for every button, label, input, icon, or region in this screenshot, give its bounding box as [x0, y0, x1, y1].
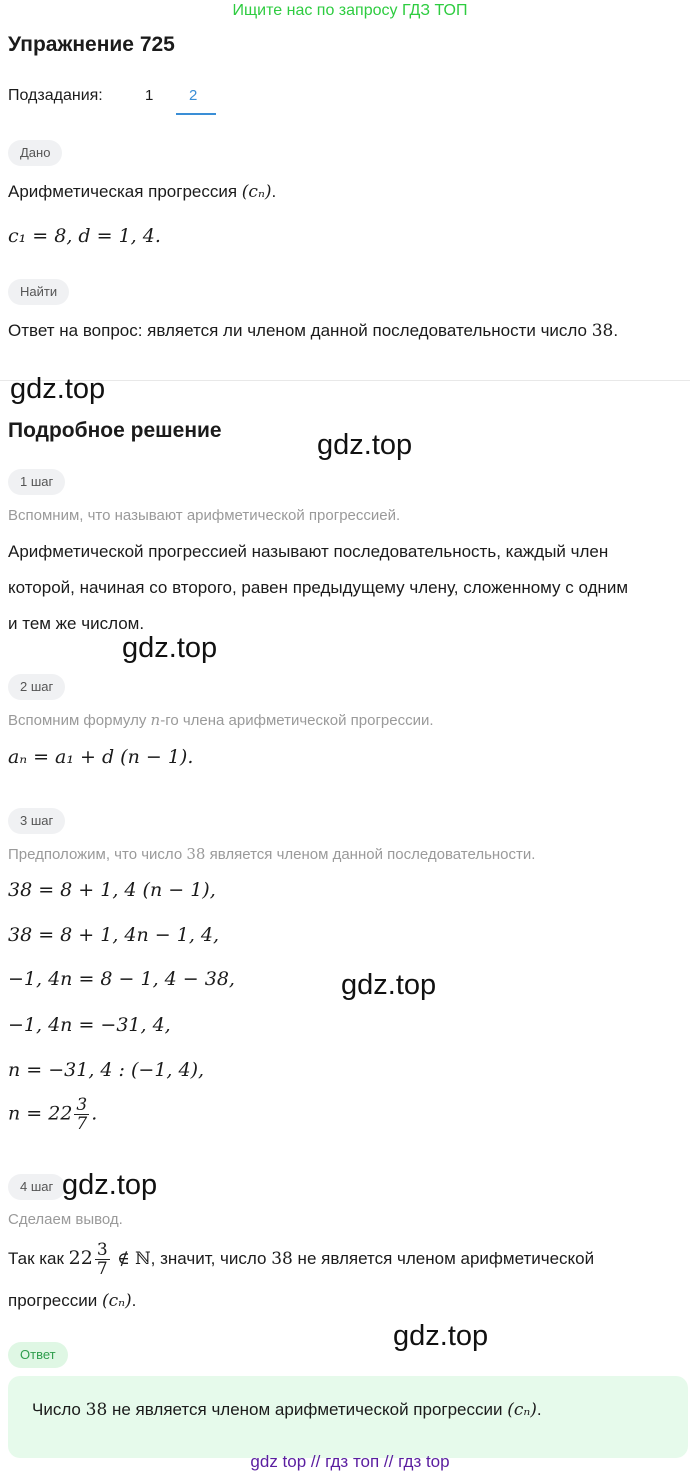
- fraction-denominator: 7: [96, 1259, 108, 1280]
- step-3-eq-6-prefix: n = 22: [8, 1102, 73, 1125]
- page-title: Упражнение 725: [8, 33, 175, 56]
- answer-chip: Ответ: [8, 1342, 68, 1368]
- fraction-numerator: 3: [96, 1240, 108, 1261]
- watermark: gdz.top: [341, 969, 437, 1001]
- step-4-sequence: (cₙ): [101, 1291, 132, 1311]
- subtasks-label: Подзадания:: [8, 87, 103, 104]
- step-4-period: .: [131, 1291, 137, 1310]
- step-4-text-b: , значит, число: [150, 1249, 272, 1268]
- footer-links[interactable]: gdz top // гдз топ // гдз top: [250, 1452, 450, 1471]
- step-4-line-2: [8, 1283, 136, 1319]
- step-4-relation: ∉ ℕ: [111, 1249, 151, 1269]
- step-3-eq-2: 38 = 8 + 1, 4n − 1, 4,: [8, 924, 220, 946]
- find-number: 38: [591, 321, 614, 341]
- step-4-text-d: прогрессии: [8, 1291, 102, 1310]
- watermark: gdz.top: [10, 373, 106, 405]
- watermark: gdz.top: [62, 1169, 158, 1201]
- answer-number: 38: [85, 1400, 108, 1420]
- step-3-hint-a: Предположим, что число: [8, 846, 187, 863]
- find-text: Ответ на вопрос: является ли членом данной последовательности число: [8, 321, 592, 340]
- solution-title: Подробное решение: [8, 419, 222, 442]
- answer-sequence: (cₙ): [507, 1400, 537, 1420]
- fraction-denominator: 7: [76, 1114, 88, 1134]
- step-2-hint-a: Вспомним формулу: [8, 712, 151, 729]
- watermark: gdz.top: [393, 1320, 489, 1352]
- fraction: [74, 1096, 89, 1133]
- step-1-line-3: и тем же числом.: [8, 614, 145, 633]
- find-chip: Найти: [8, 279, 69, 305]
- given-text: Арифметическая прогрессия: [8, 182, 242, 201]
- step-1-line-2: которой, начиная со второго, равен предыдущему члену, сложенному с одним: [8, 578, 629, 597]
- step-2-chip: 2 шаг: [8, 674, 65, 700]
- step-4-chip: 4 шаг: [8, 1174, 65, 1200]
- step-2-hint-n: n: [150, 711, 161, 729]
- step-4-text-a: Так как: [8, 1249, 69, 1268]
- step-2-hint: [8, 711, 434, 729]
- answer-text-b: не является членом арифметической прогрессии: [107, 1400, 508, 1419]
- top-banner: Ищите нас по запросу ГДЗ ТОП: [232, 2, 468, 19]
- step-1-chip: 1 шаг: [8, 469, 65, 495]
- fraction-numerator: 3: [76, 1095, 88, 1115]
- step-4-text-c: не является членом арифметической: [292, 1249, 595, 1268]
- tab-subtask-2[interactable]: 2: [189, 87, 198, 104]
- step-3-hint-b: является членом данной последовательности.: [205, 846, 536, 863]
- given-line-2: c₁ = 8, d = 1, 4.: [8, 225, 161, 247]
- watermark: gdz.top: [122, 632, 218, 664]
- given-line-1: [8, 174, 276, 210]
- tab-subtask-1[interactable]: 1: [145, 87, 154, 104]
- active-tab-indicator: [176, 113, 216, 115]
- step-3-hint: [8, 845, 535, 863]
- step-3-eq-4: −1, 4n = −31, 4,: [8, 1014, 171, 1036]
- step-4-line-1: [8, 1240, 594, 1278]
- step-2-formula: aₙ = a₁ + d (n − 1).: [8, 746, 194, 768]
- given-chip: Дано: [8, 140, 62, 166]
- step-2-hint-b: -го члена арифметической прогрессии.: [160, 712, 434, 729]
- step-4-hint: Сделаем вывод.: [8, 1211, 123, 1228]
- step-1-line-1: Арифметической прогрессией называют последовательность, каждый член: [8, 542, 609, 561]
- step-3-eq-1: 38 = 8 + 1, 4 (n − 1),: [8, 879, 216, 901]
- answer-text-a: Число: [32, 1400, 86, 1419]
- step-4-number: 38: [271, 1249, 293, 1269]
- step-3-eq-6-end: .: [91, 1102, 98, 1125]
- fraction: [95, 1241, 110, 1278]
- find-period: .: [613, 321, 619, 340]
- step-4-integer: 22: [68, 1247, 93, 1269]
- given-period: .: [271, 182, 277, 201]
- step-1-hint: Вспомним, что называют арифметической прогрессией.: [8, 507, 401, 524]
- step-3-eq-6: [8, 1096, 97, 1133]
- find-line: [8, 313, 618, 349]
- step-3-eq-5: n = −31, 4 : (−1, 4),: [8, 1059, 205, 1081]
- step-3-hint-number: 38: [186, 845, 206, 863]
- watermark: gdz.top: [317, 429, 413, 461]
- step-3-eq-3: −1, 4n = 8 − 1, 4 − 38,: [8, 968, 235, 990]
- step-3-chip: 3 шаг: [8, 808, 65, 834]
- answer-text: [32, 1400, 542, 1420]
- answer-period: .: [536, 1400, 542, 1419]
- given-sequence: (cₙ): [241, 182, 272, 202]
